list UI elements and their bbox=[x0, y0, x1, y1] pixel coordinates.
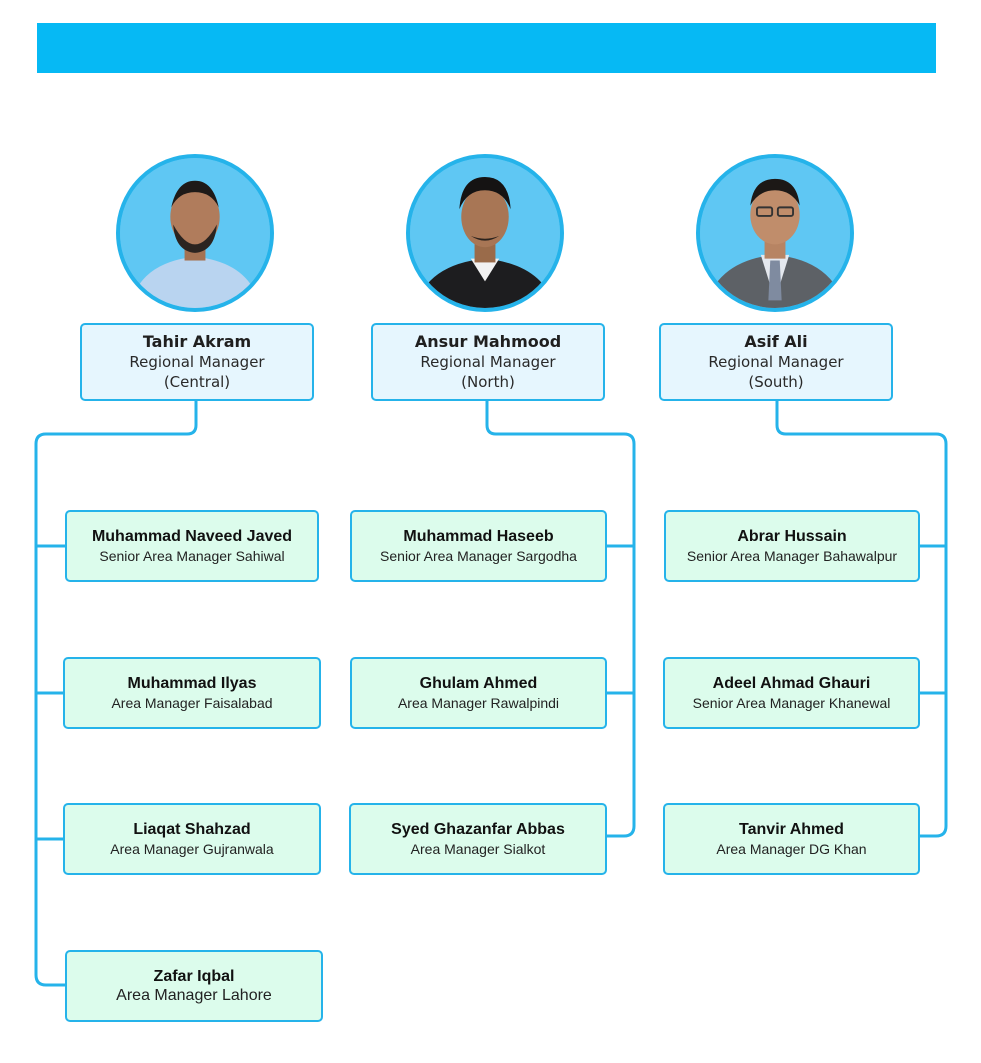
staff-name: Muhammad Ilyas bbox=[127, 675, 257, 692]
avatar bbox=[116, 154, 274, 312]
area-manager-card bbox=[350, 657, 607, 729]
manager-region: (South) bbox=[748, 373, 804, 391]
manager-name: Tahir Akram bbox=[142, 332, 252, 351]
staff-name: Liaqat Shahzad bbox=[133, 821, 251, 838]
staff-name: Adeel Ahmad Ghauri bbox=[712, 675, 871, 692]
staff-title: Senior Area Manager Khanewal bbox=[692, 695, 891, 711]
manager-region: (North) bbox=[461, 373, 515, 391]
area-manager-card bbox=[65, 510, 319, 582]
avatar bbox=[406, 154, 564, 312]
staff-name: Zafar Iqbal bbox=[153, 968, 235, 985]
staff-title: Area Manager Sialkot bbox=[410, 841, 546, 857]
staff-title: Senior Area Manager Bahawalpur bbox=[686, 548, 898, 564]
avatar bbox=[696, 154, 854, 312]
staff-title: Area Manager Rawalpindi bbox=[397, 695, 560, 711]
person-photo-icon bbox=[120, 158, 270, 308]
staff-name: Muhammad Naveed Javed bbox=[91, 528, 293, 545]
person-photo-icon bbox=[410, 158, 560, 308]
staff-name: Muhammad Haseeb bbox=[403, 528, 554, 545]
staff-title: Area Manager Lahore bbox=[116, 987, 272, 1004]
area-manager-card bbox=[664, 510, 920, 582]
staff-title: Area Manager Faisalabad bbox=[111, 695, 273, 711]
regional-manager-card bbox=[371, 323, 605, 401]
manager-name: Ansur Mahmood bbox=[414, 332, 562, 351]
staff-name: Ghulam Ahmed bbox=[419, 675, 538, 692]
staff-name: Syed Ghazanfar Abbas bbox=[391, 821, 565, 838]
staff-title: Area Manager Gujranwala bbox=[110, 841, 274, 857]
regional-manager-card bbox=[80, 323, 314, 401]
area-manager-card bbox=[350, 510, 607, 582]
area-manager-card bbox=[63, 803, 321, 875]
regional-manager-card bbox=[659, 323, 893, 401]
staff-title: Area Manager DG Khan bbox=[716, 841, 867, 857]
area-manager-card bbox=[65, 950, 323, 1022]
staff-title: Senior Area Manager Sahiwal bbox=[99, 548, 285, 564]
area-manager-card bbox=[663, 803, 920, 875]
manager-title: Regional Manager bbox=[708, 353, 844, 371]
manager-title: Regional Manager bbox=[420, 353, 556, 371]
manager-name: Asif Ali bbox=[744, 332, 808, 351]
area-manager-card bbox=[349, 803, 607, 875]
staff-title: Senior Area Manager Sargodha bbox=[380, 548, 577, 564]
staff-name: Abrar Hussain bbox=[737, 528, 847, 545]
staff-name: Tanvir Ahmed bbox=[739, 821, 844, 838]
area-manager-card bbox=[663, 657, 920, 729]
manager-title: Regional Manager bbox=[129, 353, 265, 371]
manager-region: (Central) bbox=[163, 373, 231, 391]
person-photo-icon bbox=[700, 158, 850, 308]
area-manager-card bbox=[63, 657, 321, 729]
